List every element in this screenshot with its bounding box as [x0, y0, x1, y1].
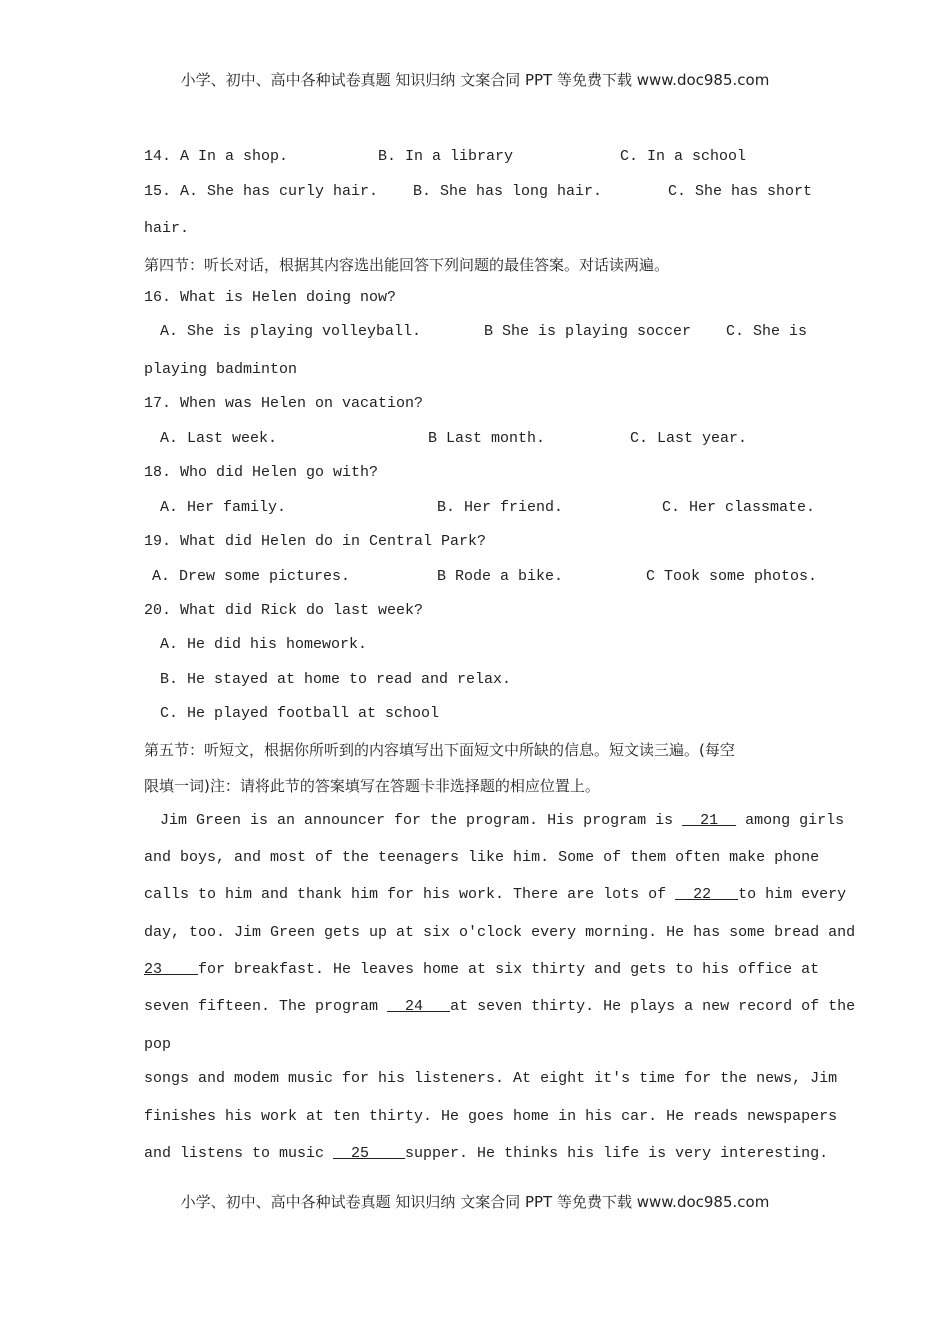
passage-line-5 [144, 961, 819, 978]
passage-text: and boys, and most of the teenagers like him. Some of them often make phone [144, 849, 820, 866]
q14-option-c: C. In a school [620, 148, 747, 165]
q16-option-c: C. She is [726, 323, 808, 340]
q17-option-b: B Last month. [428, 430, 546, 447]
blank-24: 24 [387, 998, 451, 1015]
q14-option-b: B. In a library [378, 148, 514, 165]
q15-option-c: C. She has short [668, 183, 813, 200]
section-5-instruction: 限填一词)注：请将此节的答案填写在答题卡非选择题的相应位置上。 [144, 777, 600, 795]
q17-option-a: A. Last week. [160, 430, 278, 447]
passage-line-1 [160, 812, 844, 829]
blank-22: 22 [675, 886, 739, 903]
page-header: 小学、初中、高中各种试卷真题 知识归纳 文案合同 PPT 等免费下载 www.doc985.com [180, 71, 770, 89]
q15-continuation: hair. [144, 220, 190, 237]
q15-option-b: B. She has long hair. [413, 183, 603, 200]
passage-line-7: pop [144, 1036, 172, 1053]
page-footer: 小学、初中、高中各种试卷真题 知识归纳 文案合同 PPT 等免费下载 www.doc985.com [180, 1193, 770, 1211]
question-19: 19. What did Helen do in Central Park? [144, 533, 487, 550]
passage-line-10 [144, 1145, 828, 1162]
passage-line-2 [144, 849, 820, 866]
passage-text: for breakfast. He leaves home at six thirty and gets to his office at [198, 961, 820, 978]
q17-option-c: C. Last year. [630, 430, 748, 447]
passage-text: supper. He thinks his life is very interesting. [405, 1145, 829, 1162]
passage-text: to him every [738, 886, 847, 903]
question-20: 20. What did Rick do last week? [144, 602, 424, 619]
section-5-heading: 第五节：听短文，根据你所听到的内容填写出下面短文中所缺的信息。短文读三遍。(每空 [144, 741, 735, 759]
q19-option-b: B Rode a bike. [437, 568, 564, 585]
blank-21: 21 [682, 812, 737, 829]
q16-option-a: A. She is playing volleyball. [160, 323, 422, 340]
passage-line-4 [144, 924, 856, 941]
question-17: 17. When was Helen on vacation? [144, 395, 424, 412]
q20-option-c: C. He played football at school [160, 705, 440, 722]
q19-option-a: A. Drew some pictures. [152, 568, 351, 585]
q16-continuation: playing badminton [144, 361, 298, 378]
question-15: 15. A. She has curly hair. [144, 183, 379, 200]
blank-25: 25 [333, 1145, 406, 1162]
q18-option-c: C. Her classmate. [662, 499, 816, 516]
passage-text: among girls [736, 812, 845, 829]
passage-text: seven fifteen. The program [144, 998, 388, 1015]
passage-text: at seven thirty. He plays a new record of the [450, 998, 856, 1015]
passage-text: day, too. Jim Green gets up at six o'clock every morning. He has some bread and [144, 924, 856, 941]
q18-option-b: B. Her friend. [437, 499, 564, 516]
passage-line-9: finishes his work at ten thirty. He goes home in his car. He reads newspapers [144, 1108, 838, 1125]
q20-option-a: A. He did his homework. [160, 636, 368, 653]
blank-23: 23 [144, 961, 199, 978]
question-14: 14. A In a shop. [144, 148, 289, 165]
passage-text: calls to him and thank him for his work. There are lots of [144, 886, 676, 903]
q16-option-b: B She is playing soccer [484, 323, 692, 340]
passage-line-3 [144, 886, 846, 903]
q20-option-b: B. He stayed at home to read and relax. [160, 671, 512, 688]
question-18: 18. Who did Helen go with? [144, 464, 379, 481]
passage-text: Jim Green is an announcer for the program. His program is [160, 812, 683, 829]
passage-text: and listens to music [144, 1145, 334, 1162]
q19-option-c: C Took some photos. [646, 568, 818, 585]
q18-option-a: A. Her family. [160, 499, 287, 516]
passage-line-6 [144, 998, 855, 1015]
passage-line-8: songs and modem music for his listeners. At eight it's time for the news, Jim [144, 1070, 838, 1087]
section-4-heading: 第四节：听长对话，根据其内容选出能回答下列问题的最佳答案。对话读两遍。 [144, 256, 670, 274]
question-16: 16. What is Helen doing now? [144, 289, 397, 306]
